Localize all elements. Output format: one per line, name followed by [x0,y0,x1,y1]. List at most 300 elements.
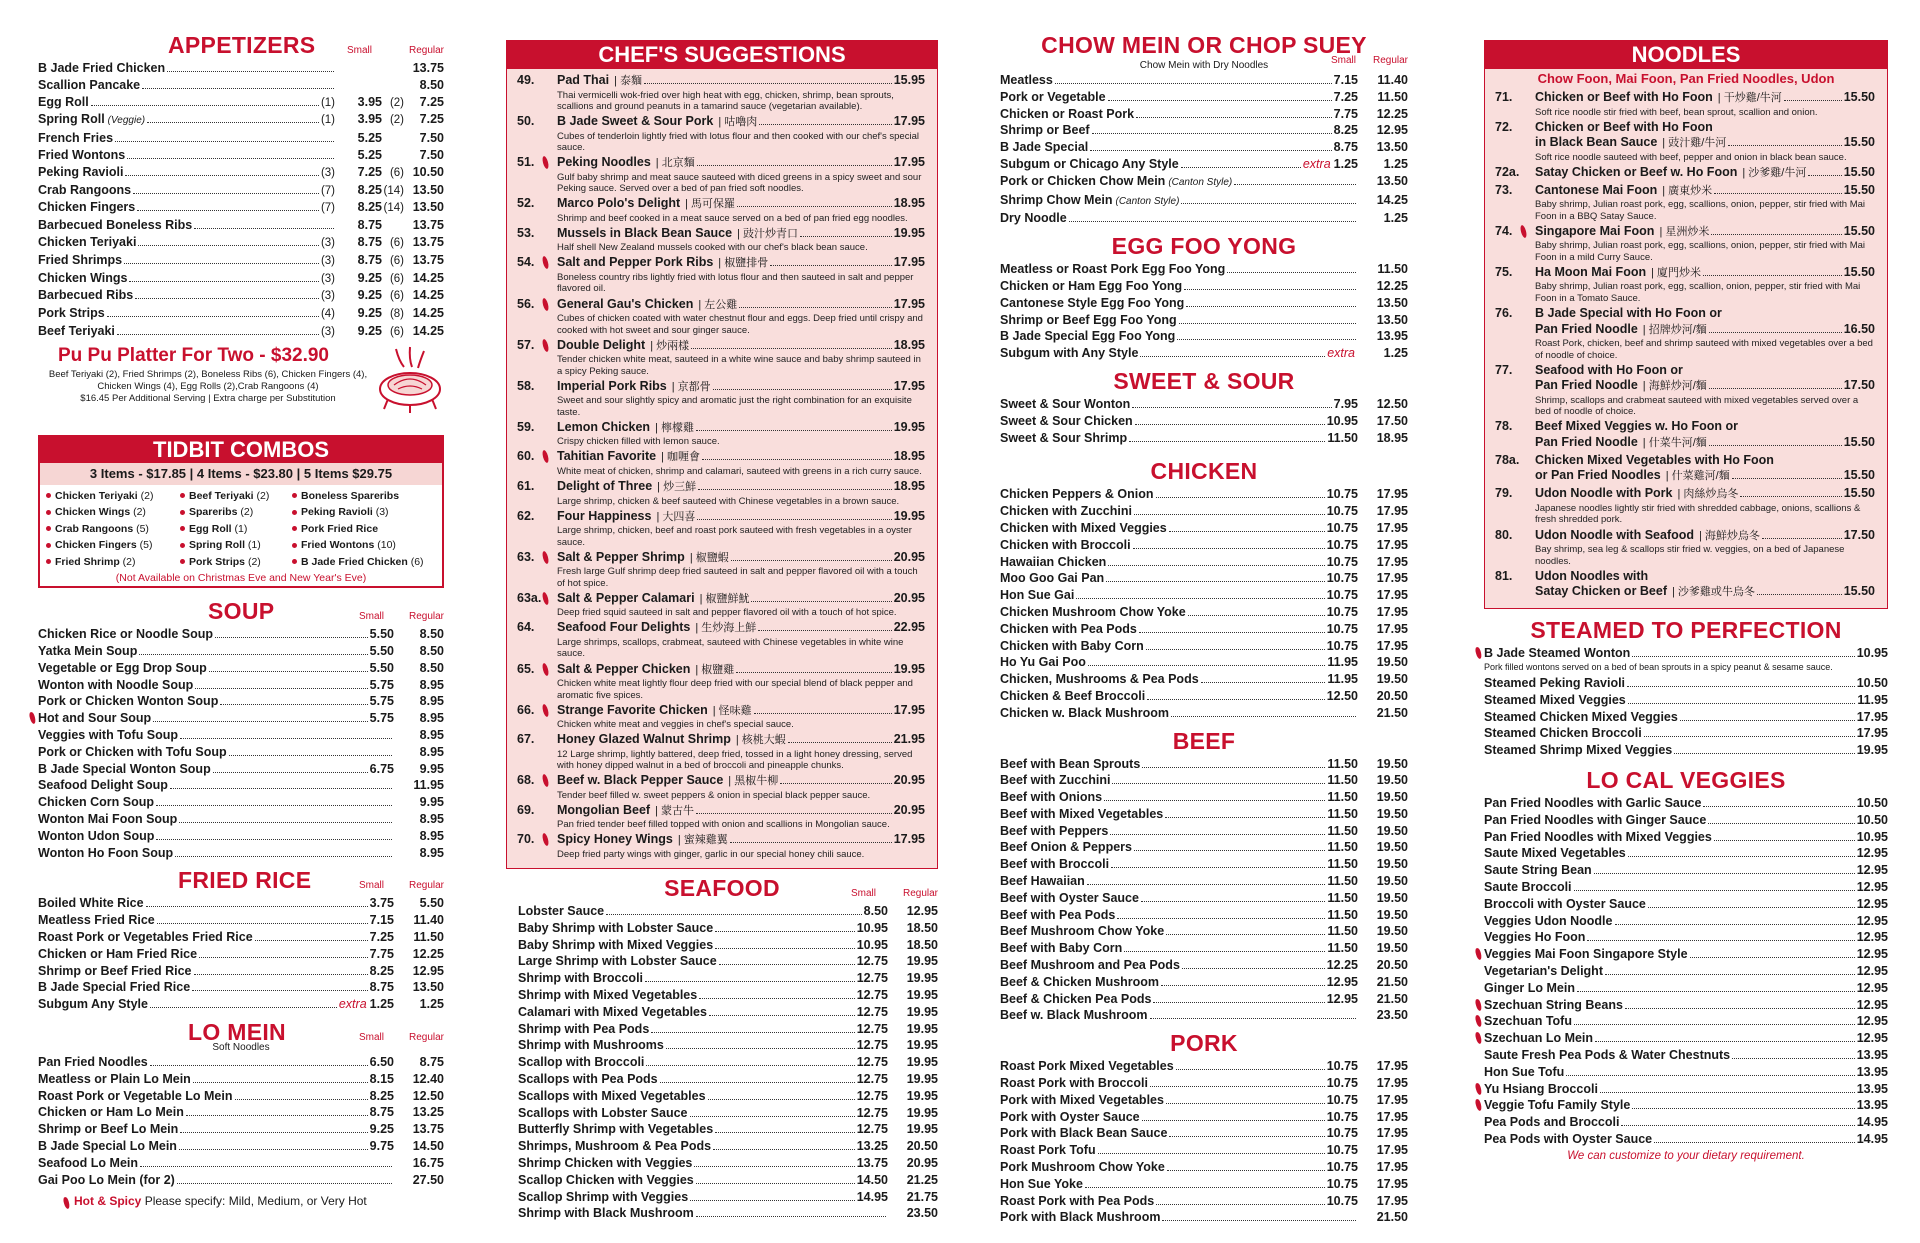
small-price: 10.75 [1326,1160,1358,1175]
menu-item [1000,957,1408,974]
small-qty: (7) [320,184,335,197]
regular-price: 12.25 [412,946,444,961]
item-number: 69. [517,802,535,817]
dot-leader [150,1065,368,1066]
suggestion-item [1495,419,1875,451]
menu-item [38,164,444,182]
regular-price: 17.95 [1376,1059,1408,1074]
regular-price: 19.50 [1376,773,1408,788]
item-name: Pan Fried Noodles with Ginger Sauce [1484,812,1707,827]
tidbit-qty: (1) [245,539,261,552]
dot-leader [1628,856,1855,857]
small-price: 12.75 [856,1021,888,1036]
dot-leader [1594,873,1855,874]
menu-item [518,1138,938,1155]
item-name: Chicken with Zucchini [1000,504,1132,519]
dot-leader [125,175,318,176]
item-price: 22.95 [893,620,925,635]
item-name: Yatka Mein Soup [38,644,138,659]
item-name-2: or Pan Fried Noodles [1535,468,1661,483]
item-name: Shrimp or Beef Egg Foo Yong [1000,312,1177,327]
item-name: Beef Onion & Peppers [1000,840,1132,855]
suggestion-item [1495,306,1875,361]
item-price: 17.95 [893,114,925,129]
menu-item [1000,537,1408,554]
item-name: Subgum with Any Style [1000,346,1139,361]
section-title: SOUP [208,598,275,625]
item-price: 18.95 [893,196,925,211]
small-price: 7.75 [369,946,394,961]
dot-leader [1142,1120,1325,1121]
small-price: 10.75 [1326,520,1358,535]
small-price: 7.25 [1333,89,1358,104]
menu-item [38,1138,444,1155]
tidbit-name: Peking Ravioli [301,506,373,519]
item-line [1495,378,1875,395]
pupu-title: Pu Pu Platter For Two - $32.90 [58,344,329,366]
dot-leader [156,839,392,840]
dot-leader [115,141,334,142]
dot-leader [91,105,319,106]
tidbit-name: Beef Teriyaki [189,489,254,502]
section-title: LO CAL VEGGIES [1586,767,1786,793]
menu-item [38,199,444,217]
dot-leader [1574,1024,1855,1025]
menu-item [1000,604,1408,621]
item-price: 18.95 [893,337,925,352]
regular-price: 7.50 [419,147,444,162]
dot-leader [124,263,319,264]
item-number: 70. [517,832,535,847]
item-name: Pork or Vegetable [1000,89,1106,104]
menu-item [1000,873,1408,890]
dot-leader [1808,175,1841,176]
item-name: Pork or Chicken Chow Mein [1000,173,1166,188]
tidbit-item [46,488,180,505]
item-name: Scallops with Lobster Sauce [518,1105,688,1120]
item-name: Baby Shrimp with Lobster Sauce [518,920,714,935]
small-price: 5.50 [369,644,394,659]
menu-item [38,929,444,946]
item-price: 15.50 [1843,584,1875,599]
item-desc: Baby shrimp, Julian roast pork, egg, scallions, onion, pepper, stir fried with Mai Foon in a mild Curry Sauce. [1535,240,1866,263]
menu-item [38,217,444,234]
menu-item [518,953,938,970]
menu-item [38,744,444,761]
item-line [517,379,925,396]
tidbit-name: Boneless Spareribs [301,489,400,502]
small-price: 12.95 [1326,991,1358,1006]
item-desc: Large shrimps, scallops, crabmeat, sauteed with Chinese vegetables in white wine sauce. [557,636,904,660]
regular-price: 14.25 [412,323,444,338]
dot-leader [1654,1142,1855,1143]
regular-price: 8.95 [419,728,444,743]
dot-leader [1566,1075,1854,1076]
regular-price: 8.50 [419,627,444,642]
menu-item [518,1121,938,1138]
dot-leader [170,788,392,789]
tidbit-qty: (2) [137,489,154,502]
tidbit-combos [38,435,444,589]
regular-price: 14.25 [412,270,444,285]
regular-price: 20.95 [906,1156,938,1171]
item-desc: Chicken white meat lightly flour deep fried with our special blend of black pepper and aromatic five spices. [557,678,913,701]
small-price: 9.25 [357,270,382,285]
dot-leader [1139,632,1325,633]
menu-item [518,987,938,1004]
item-number: 78a. [1495,452,1520,467]
tidbit-qty: (2) [119,555,136,568]
tidbit-name: Crab Rangoons [55,522,134,535]
price: 14.95 [1856,1131,1888,1146]
menu-item [38,946,444,963]
small-price: 5.75 [369,711,394,726]
suggestion-item [517,803,925,831]
suggestion-item [1495,183,1875,223]
item-line [517,662,925,679]
suggestion-item [517,620,925,660]
regular-price: 12.25 [1376,278,1408,293]
small-price: 10.75 [1326,1176,1358,1191]
regular-price: 13.75 [412,61,444,75]
item-name: Pork with Black Mushroom [1000,1210,1161,1225]
menu-item [1484,879,1888,896]
menu-item [1000,756,1408,773]
item-name: Scallop Shrimp with Veggies [518,1189,689,1204]
suggestion-item [1495,224,1875,264]
menu-item [1000,156,1408,173]
item-name: Salt and Pepper Pork Ribs [557,255,714,270]
bullet-icon [292,543,297,548]
menu-item [1484,1097,1888,1114]
item-line [1495,419,1875,435]
item-name: Shrimp or Beef Fried Rice [38,963,192,978]
dot-leader [1577,991,1855,992]
menu-item [38,252,444,270]
menu-item [1000,974,1408,991]
item-desc: Pan fried tender beef filled topped with onion and scallions in Mongolian sauce. [557,819,890,831]
menu-item [38,912,444,929]
item-chinese: | 海鮮炒河/麵 [1642,380,1707,393]
small-price: 7.95 [1333,396,1358,411]
regular-price: 19.50 [1376,806,1408,821]
item-name: Szechuan Tofu [1484,1014,1572,1029]
tidbit-qty: (2) [130,506,146,519]
regular-price: 9.95 [419,795,444,810]
item-name: Beef with Baby Corn [1000,941,1123,956]
small-price: 14.50 [856,1172,888,1187]
item-name: Pork with Black Bean Sauce [1000,1126,1168,1141]
dot-leader [180,1132,367,1133]
dot-leader [751,601,891,602]
item-name: Chicken & Beef Broccoli [1000,688,1146,703]
item-name: Shrimp with Mixed Vegetables [518,988,698,1003]
dot-leader [127,158,334,159]
menu-item [38,710,444,727]
menu-item [1000,261,1408,278]
chow-mein-section [1000,30,1408,227]
item-name: Wonton with Noodle Soup [38,677,194,692]
regular-price: 18.95 [1376,430,1408,445]
regular-price: 7.25 [419,94,444,109]
item-name: Steamed Chicken Mixed Veggies [1484,709,1678,724]
item-line [1495,569,1875,585]
item-name: Beef & Chicken Pea Pods [1000,991,1152,1006]
item-name: Chicken with Baby Corn [1000,638,1144,653]
suggestion-item [1495,528,1875,568]
small-price: 11.50 [1327,790,1358,805]
item-name: Beef with Onions [1000,790,1103,805]
item-chinese: | 干炒雞/牛河 [1717,92,1782,104]
regular-price: 17.95 [1376,1160,1408,1175]
menu-item [1484,1114,1888,1131]
suggestion-item [517,732,925,772]
dot-leader [1092,133,1332,134]
item-number: 50. [517,114,535,129]
tidbit-item [46,504,180,521]
dot-leader [1142,767,1325,768]
item-name: Hawaiian Chicken [1000,554,1107,569]
menu-item [1000,1159,1408,1176]
menu-item [38,305,444,323]
regular-price: 19.50 [1376,907,1408,922]
item-name: Salt & Pepper Calamari [557,590,695,605]
section-title: CHEF'S SUGGESTIONS [507,41,937,69]
small-price: 11.50 [1327,907,1358,922]
item-line [517,703,925,720]
item-price: 17.95 [893,155,925,170]
item-name: Chicken Mixed Vegetables with Ho Foon [1535,452,1774,467]
regular-price: 1.25 [419,997,444,1012]
dot-leader [157,923,368,924]
item-name: Lemon Chicken [557,419,651,434]
menu-item [1484,1013,1888,1030]
menu-item [1000,396,1408,413]
regular-qty: (8) [389,308,404,321]
bullet-icon [180,526,185,531]
dot-leader [142,88,334,89]
appetizers-section [38,30,444,341]
menu-item [518,1004,938,1021]
item-name: Dry Noodle [1000,211,1067,226]
item-line [1495,265,1875,282]
item-name: Shrimp or Beef [1000,123,1090,138]
dot-leader [1182,968,1325,969]
small-price: 12.75 [856,1038,888,1053]
item-price: 19.95 [893,419,925,434]
item-chinese: | 怪味雞 [712,704,752,717]
small-price: 14.95 [856,1189,888,1204]
item-name: Boiled White Rice [38,896,144,911]
tidbit-name: Fried Wontons [301,539,375,552]
regular-price: 14.50 [412,1138,444,1153]
item-name: Large Shrimp with Lobster Sauce [518,954,717,969]
item-name: Steamed Mixed Veggies [1484,692,1626,707]
item-price: 20.95 [893,802,925,817]
menu-item [1000,923,1408,940]
small-price: 8.75 [1333,140,1358,155]
suggestion-item [517,196,925,224]
regular-qty: (14) [383,184,404,197]
small-price: 10.75 [1326,554,1358,569]
dot-leader [1165,817,1325,818]
dot-leader [691,348,892,349]
regular-price: 19.50 [1376,857,1408,872]
menu-item [38,323,444,341]
item-number: 59. [517,419,535,434]
beef-section [1000,726,1408,1025]
dot-leader [1108,565,1324,566]
item-desc: White meat of chicken, shrimp and calamari, sauteed with greens in a rich curry sauce. [557,465,922,477]
tidbit-qty: (10) [374,539,396,552]
item-line [517,832,925,849]
regular-price: 13.50 [1376,312,1408,327]
regular-price: 17.95 [1376,504,1408,519]
small-price: 8.75 [357,252,382,267]
suggestion-item [517,226,925,254]
suggestion-item [517,114,925,154]
small-price: 11.50 [1327,823,1358,838]
item-name: Lobster Sauce [518,904,605,919]
item-name: Wonton Mai Foon Soup [38,812,178,827]
item-name: B Jade Special Lo Mein [38,1138,177,1153]
regular-price: 19.95 [906,1038,938,1053]
item-number: 49. [517,73,535,87]
small-price: 8.25 [357,182,382,197]
small-qty: (3) [320,236,335,249]
menu-item [38,1121,444,1138]
menu-item [1484,709,1888,726]
regular-price: 21.50 [1376,974,1408,989]
dot-leader [730,842,892,843]
small-price: 5.50 [369,627,394,642]
item-desc: Cubes of chicken coated with water chestnut flour and eggs. Deep fried until crispy and cooked with hot sweet and sour ginger sauce. [557,313,923,336]
dot-leader [135,298,319,299]
menu-item [38,693,444,710]
regular-price: 21.50 [1376,705,1408,720]
item-price: 15.50 [1843,264,1875,279]
item-name: Roast Pork Tofu [1000,1143,1096,1158]
small-price: 3.95 [357,112,382,127]
dot-leader [1112,783,1325,784]
item-name-2: Pan Fried Noodle [1535,321,1638,336]
item-name: Vegetarian's Delight [1484,963,1603,978]
item-name: Chicken, Mushrooms & Pea Pods [1000,672,1199,687]
small-price: 7.25 [369,930,394,944]
dot-leader [1134,850,1325,851]
section-title: CHOW MEIN OR CHOP SUEY [1041,32,1367,58]
dot-leader [1632,656,1854,657]
col-label-small: Small [358,611,384,623]
item-name: Beef Mixed Veggies w. Ho Foon or [1535,419,1739,434]
item-name: Fried Shrimps [38,252,123,267]
dot-leader [209,671,368,672]
dot-leader [1124,951,1325,952]
dot-leader [759,124,891,125]
pupu-platter-illustration [376,345,444,417]
item-line [517,226,925,243]
small-price: 11.50 [1327,857,1358,872]
small-price: 7.75 [1333,106,1358,121]
item-name: B Jade Special Wonton Soup [38,761,211,776]
item-price: 17.95 [893,296,925,311]
dot-leader [696,813,892,814]
chili-icon [1475,647,1483,660]
item-name: Saute Broccoli [1484,879,1572,894]
menu-item [1484,675,1888,692]
small-qty: (3) [320,290,335,303]
dot-leader [708,1099,855,1100]
regular-price: 7.50 [419,131,444,146]
item-name: Ho Yu Gai Poo [1000,655,1086,670]
item-name: Shrimps, Mushroom & Pea Pods [518,1139,712,1154]
item-name: B Jade Special [1000,140,1089,155]
item-name: Pork with Mixed Vegetables [1000,1092,1164,1107]
menu-item [1000,806,1408,823]
dot-leader [713,389,892,390]
item-name: Sweet & Sour Wonton [1000,396,1131,411]
regular-price: 13.50 [1376,295,1408,310]
small-price: 12.75 [856,954,888,969]
item-number: 74. [1495,223,1513,238]
item-number: 51. [517,155,535,170]
suggestion-item [517,550,925,590]
item-name-2: in Black Bean Sauce [1535,135,1658,150]
item-chinese: | 招牌炒河/麵 [1642,323,1707,336]
regular-price: 17.95 [1376,554,1408,569]
regular-price: 14.25 [412,288,444,303]
dot-leader [1600,1092,1855,1093]
tidbit-name: Fried Shrimp [55,555,120,568]
tidbit-name: Chicken Wings [55,506,131,519]
menu-item [1484,1081,1888,1098]
item-name: Subgum or Chicago Any Style [1000,156,1179,171]
dot-leader [770,265,892,266]
price: 17.95 [1856,709,1888,724]
menu-item [1000,638,1408,655]
item-name: Chicken Peppers & Onion [1000,487,1154,502]
menu-item [1000,413,1408,430]
item-line [1495,90,1875,107]
item-name: B Jade Special Fried Rice [38,980,191,995]
regular-price: 17.95 [1376,1176,1408,1191]
dot-leader [1740,496,1841,497]
menu-item [38,677,444,694]
item-name: French Fries [38,131,114,146]
price: 10.95 [1856,646,1888,661]
noodle-list [1485,89,1887,608]
item-number: 81. [1495,568,1513,583]
suggestion-item [517,449,925,477]
item-line [517,732,925,749]
item-desc: Half shell New Zealand mussels cooked with our chef's black bean sauce. [557,242,868,254]
regular-price: 17.95 [1376,537,1408,552]
menu-item [1484,845,1888,862]
menu-item [38,1071,444,1088]
dot-leader [1757,594,1842,595]
dot-leader [1176,1069,1325,1070]
menu-item [1000,139,1408,156]
item-name: Double Delight [557,337,646,352]
item-name: Beef with Broccoli [1000,857,1110,872]
item-name: Shrimp with Broccoli [518,971,644,986]
hot-spicy-legend [74,1194,444,1208]
dot-leader [1156,1204,1325,1205]
item-line [517,803,925,820]
bullet-icon [180,493,185,498]
small-price: 10.75 [1326,1193,1358,1208]
menu-item [38,777,444,794]
